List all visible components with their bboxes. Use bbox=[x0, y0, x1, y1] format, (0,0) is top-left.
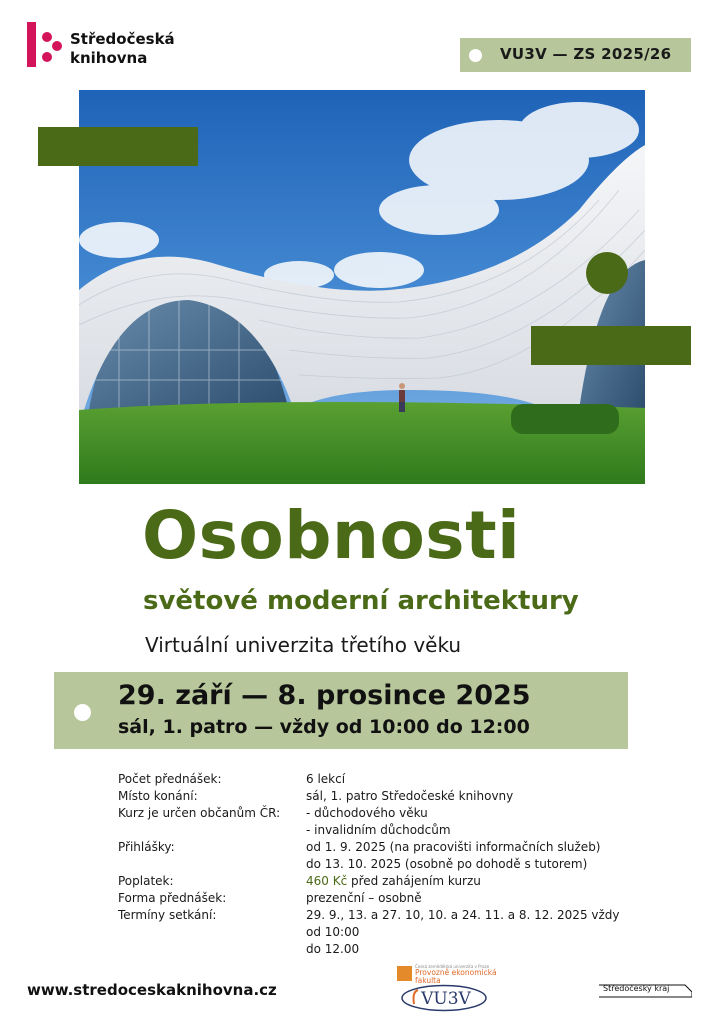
vu3v-faculty-header bbox=[397, 964, 497, 985]
fee-rest: před zahájením kurzu bbox=[347, 874, 481, 888]
info-value-line: 29. 9., 13. a 27. 10, 10. a 24. 11. a 8. 12. 2025 vždy od 10:00 bbox=[306, 908, 620, 939]
library-logo-text bbox=[70, 30, 175, 68]
info-row-audience bbox=[118, 805, 638, 839]
info-value bbox=[306, 907, 638, 958]
info-value bbox=[306, 805, 638, 839]
website-link[interactable]: www.stredoceskaknihovna.cz bbox=[27, 981, 277, 999]
semester-badge-text: VU3V — ZS 2025/26 bbox=[500, 45, 672, 63]
date-band-dot-icon bbox=[74, 704, 91, 721]
info-label: Termíny setkání: bbox=[118, 908, 217, 922]
library-logo[interactable] bbox=[26, 22, 206, 70]
info-value-line: do 13. 10. 2025 (osobně po dohodě s tutorem) bbox=[306, 857, 588, 871]
info-value-line: do 12.00 bbox=[306, 942, 360, 956]
date-band bbox=[54, 672, 628, 749]
info-value-line: - důchodového věku bbox=[306, 806, 428, 820]
vu3v-wordmark-text: VU3V bbox=[421, 989, 471, 1009]
info-label: Poplatek: bbox=[118, 874, 174, 888]
info-row-venue bbox=[118, 788, 638, 805]
info-row-lectures bbox=[118, 771, 638, 788]
semester-badge bbox=[460, 38, 691, 72]
library-logo-line1: Středočeská bbox=[70, 30, 175, 48]
info-row-fee bbox=[118, 873, 638, 890]
info-value: sál, 1. patro Středočeské knihovny bbox=[306, 789, 514, 803]
tagline: Virtuální univerzita třetího věku bbox=[145, 633, 462, 657]
date-range: 29. září — 8. prosince 2025 bbox=[118, 680, 531, 711]
library-logo-line2: knihovna bbox=[70, 49, 148, 67]
info-value: 6 lekcí bbox=[306, 772, 346, 786]
vu3v-faculty-text bbox=[415, 964, 497, 985]
decorative-bar-right bbox=[531, 326, 691, 365]
info-value: prezenční – osobně bbox=[306, 891, 422, 905]
info-value bbox=[306, 839, 638, 873]
fee-amount: 460 Kč bbox=[306, 874, 348, 888]
page-title: Osobnosti bbox=[142, 497, 521, 574]
info-label: Místo konání: bbox=[118, 789, 198, 803]
info-label: Kurz je určen občanům ČR: bbox=[118, 806, 281, 820]
info-row-dates bbox=[118, 907, 638, 958]
info-value-line: od 1. 9. 2025 (na pracovišti informačních služeb) bbox=[306, 840, 601, 854]
decorative-circle-right bbox=[586, 252, 628, 294]
badge-dot-icon bbox=[469, 49, 482, 62]
vu3v-university: Česká zemědělská univerzita v Praze bbox=[415, 964, 490, 969]
page-subtitle: světové moderní architektury bbox=[143, 586, 579, 616]
info-value bbox=[306, 873, 638, 890]
region-logo[interactable] bbox=[599, 983, 692, 999]
region-logo-text: Středočeský kraj bbox=[603, 984, 670, 993]
vu3v-wordmark-icon bbox=[400, 984, 488, 1012]
faculty-emblem-icon bbox=[397, 966, 412, 981]
info-label: Forma přednášek: bbox=[118, 891, 227, 905]
info-row-form bbox=[118, 890, 638, 907]
vu3v-faculty-line1: Provozně ekonomická bbox=[415, 968, 497, 977]
vu3v-logo[interactable] bbox=[394, 962, 497, 1014]
info-label: Počet přednášek: bbox=[118, 772, 222, 786]
library-logo-mark-icon bbox=[26, 22, 66, 68]
vu3v-faculty-line2: fakulta bbox=[415, 976, 441, 985]
decorative-bar-left bbox=[38, 127, 198, 166]
info-label: Přihlášky: bbox=[118, 840, 175, 854]
info-row-applications bbox=[118, 839, 638, 873]
course-info bbox=[118, 771, 638, 958]
place-time: sál, 1. patro — vždy od 10:00 do 12:00 bbox=[118, 716, 530, 738]
info-value-line: - invalidním důchodcům bbox=[306, 823, 451, 837]
